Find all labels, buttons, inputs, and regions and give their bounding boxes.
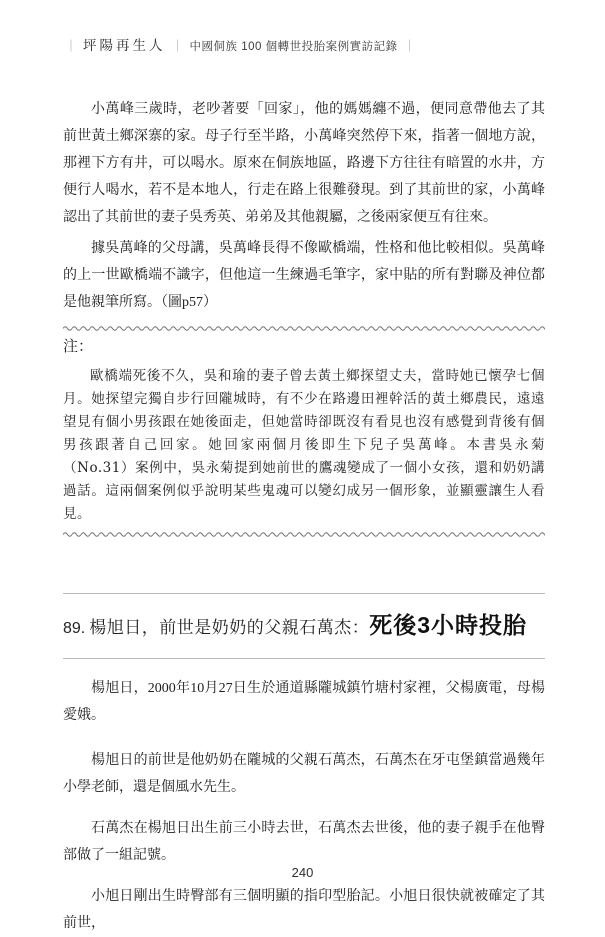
header-divider-bar: ｜	[171, 39, 184, 53]
case-title-emphasis: 死後3小時投胎	[369, 612, 528, 638]
case-number: 89.	[63, 620, 86, 637]
section-divider-top	[63, 593, 545, 594]
wavy-divider-top	[63, 324, 545, 331]
running-header	[63, 34, 545, 54]
paragraph-wanfeng-home-visit: 小萬峰三歲時，老吵著要「回家」，他的媽媽纏不過，便同意帶他去了其前世黃土鄉深寨的家。母子行至半路，小萬峰突然停下來，指著一個地方說，那裡下方有井，可以喝水。原來在侗族地區，路邊下方往往有暗置的水井，方便行人喝水，若不是本地人，行走在路上很難發現。到了其前世的家，小萬峰認出了其前世的妻子吳秀英、弟弟及其他親屬，之後兩家便互有往來。	[63, 102, 545, 225]
series-subtitle: 中國侗族 100 個轉世投胎案例實訪記錄	[189, 41, 398, 53]
note-paragraph: 歐橋端死後不久，吳和瑜的妻子曾去黃土鄉探望丈夫，當時她已懷孕七個月。她探望完獨自步行回隴城時，有不少在路邊田裡幹活的黃土鄉農民，遠遠望見有個小男孩跟在她後面走，但她當時卻既沒有看見也沒有感覺到背後有個男孩跟著自己回家。她回家兩個月後即生下兒子吳萬峰。本書吳永菊（No.31）案例中，吳永菊提到她前世的鷹魂變成了一個小女孩，還和奶奶講過話。這兩個案例似乎說明某些鬼魂可以變幻成另一個形象，並顯靈讓生人看見。	[63, 368, 545, 522]
book-title: 坪陽再生人	[83, 38, 166, 53]
paragraph-xuri-birthmarks: 小旭日剛出生時臀部有三個明顯的指印型胎記。小旭日很快就被確定了其前世，	[63, 889, 545, 931]
header-divider-bar: ｜	[65, 39, 78, 53]
header-divider-bar: ｜	[403, 39, 416, 53]
case-title: 楊旭日，前世是奶奶的父親石萬杰：	[89, 618, 370, 637]
wavy-divider-bottom	[63, 530, 545, 537]
paragraph-wanfeng-traits: 據吳萬峰的父母講，吳萬峰長得不像歐橋端，性格和他比較相似。吳萬峰的上一世歐橋端不識字，但他這一生練過毛筆字，家中貼的所有對聯及神位都是他親筆所寫。（圖p57）	[63, 241, 545, 310]
note-label: 注：	[63, 339, 94, 355]
page-number: 240	[291, 865, 314, 880]
section-divider-bottom	[63, 658, 545, 659]
paragraph-xuri-birth: 楊旭日，2000年10月27日生於通道縣隴城鎮竹塘村家裡，父楊廣電，母楊愛娥。	[63, 681, 545, 723]
section-heading	[63, 608, 545, 646]
note-block	[63, 324, 545, 537]
paragraph-shiwanjie-death: 石萬杰在楊旭日出生前三小時去世，石萬杰去世後，他的妻子親手在他臀部做了一組記號。	[63, 821, 545, 863]
paragraph-xuri-pastlife: 楊旭日的前世是他奶奶在隴城的父親石萬杰，石萬杰在牙屯堡鎮當過幾年小學老師，還是個風水先生。	[63, 753, 545, 795]
